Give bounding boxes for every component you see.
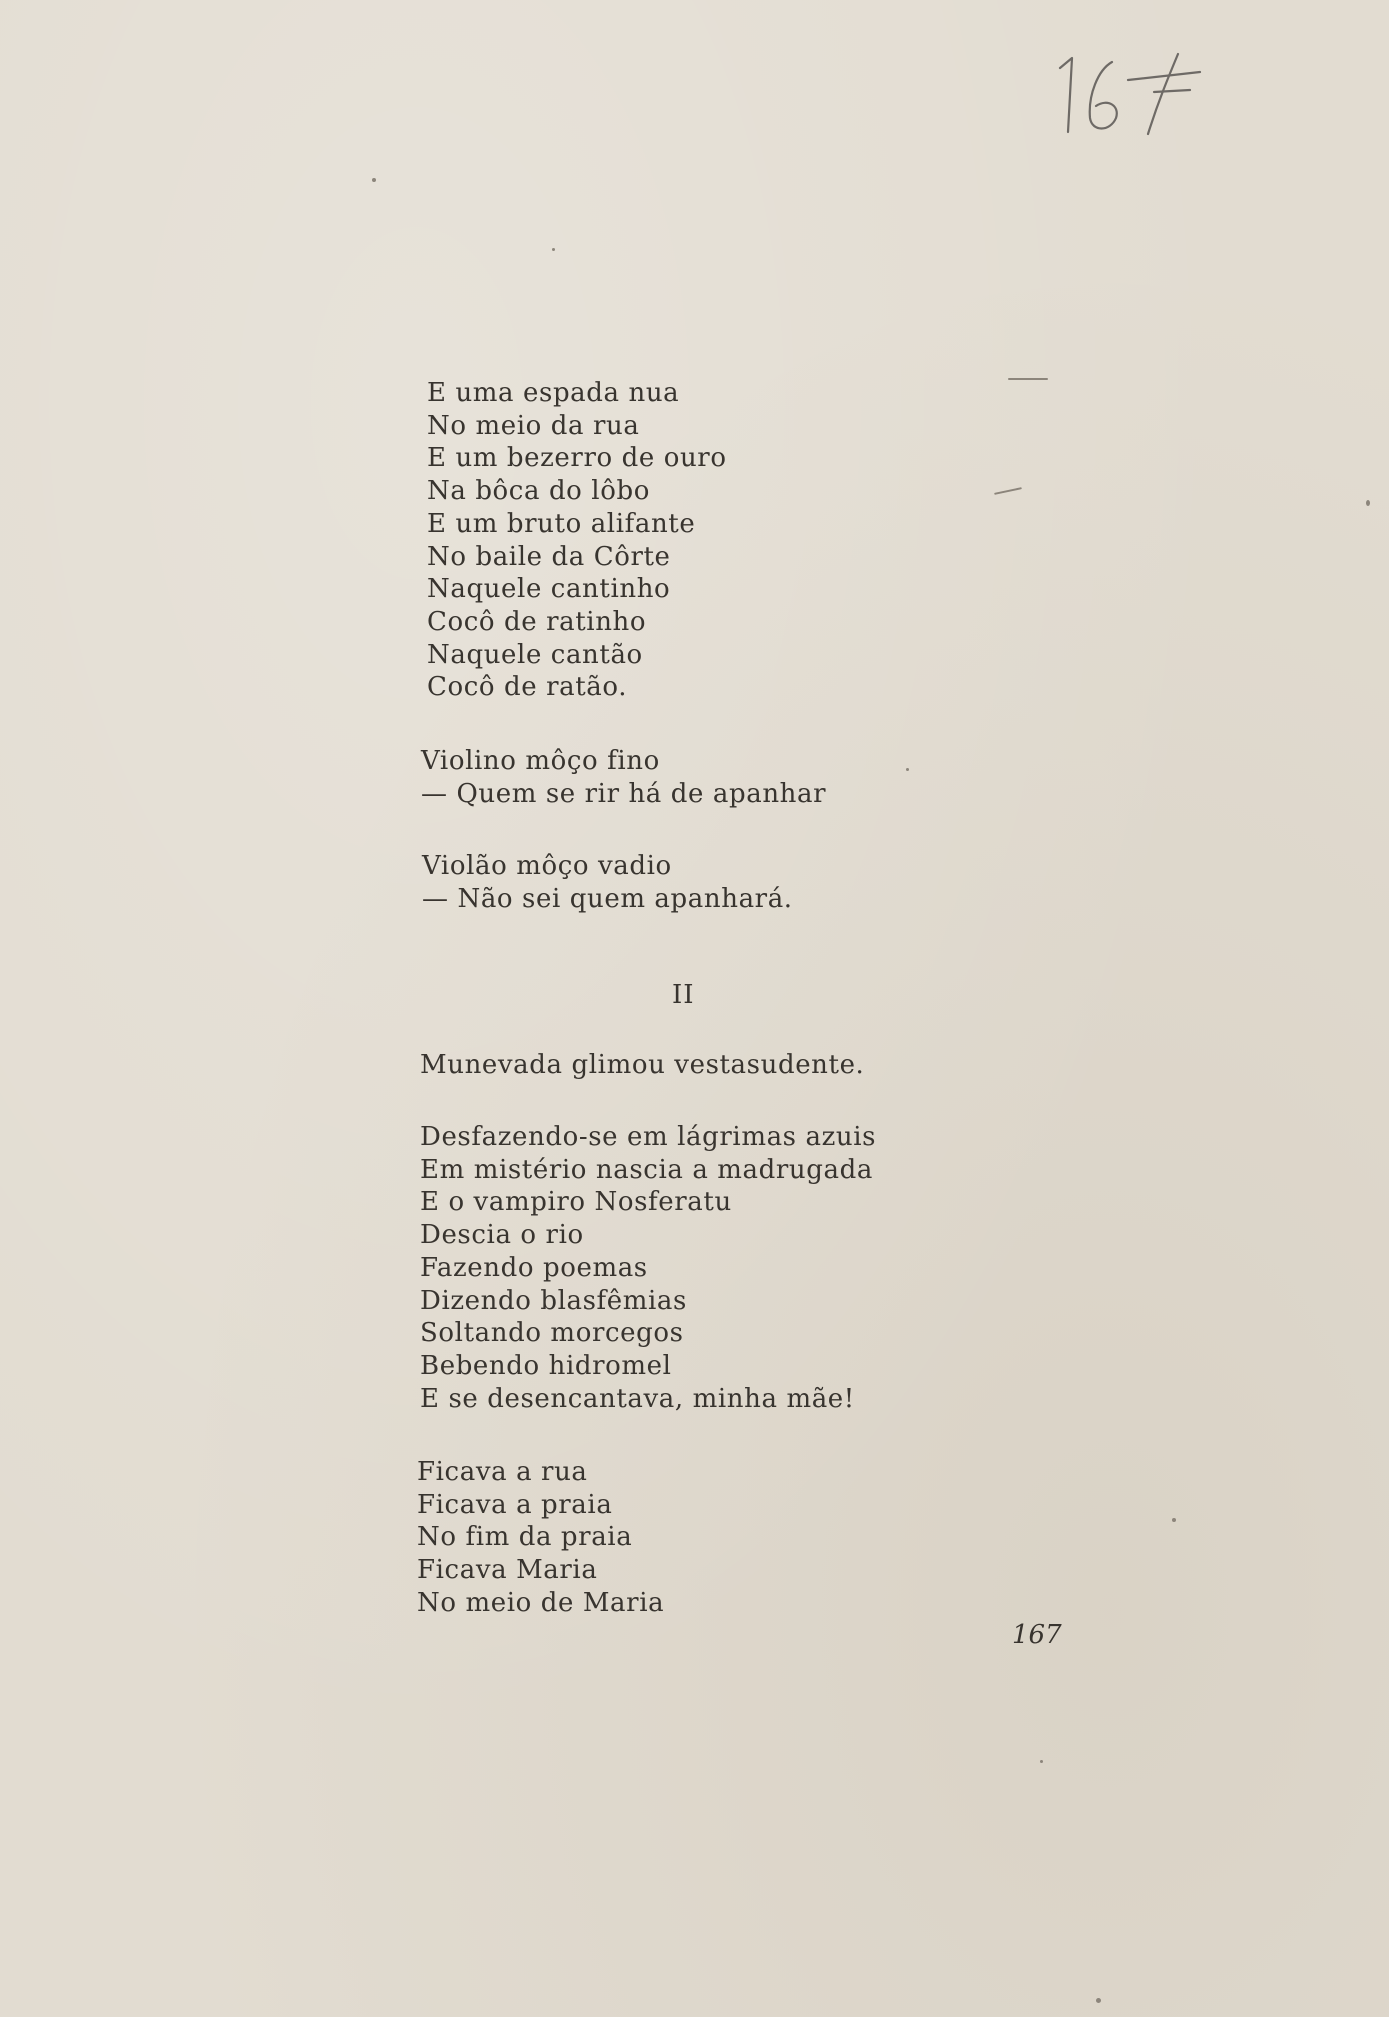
paper-speck bbox=[1096, 1998, 1101, 2003]
paper-speck bbox=[994, 487, 1022, 495]
verse-line: Ficava Maria bbox=[417, 1555, 598, 1586]
verse-line: Naquele cantinho bbox=[427, 574, 671, 605]
verse-line: Cocô de ratinho bbox=[427, 606, 647, 637]
verse-line: Em mistério nascia a madrugada bbox=[420, 1154, 873, 1185]
verse-line: — Quem se rir há de apanhar bbox=[421, 778, 827, 809]
paper-speck bbox=[1008, 378, 1048, 380]
verse-line: — Não sei quem apanhará. bbox=[422, 883, 793, 914]
verse-line: No fim da praia bbox=[417, 1522, 633, 1553]
paper-speck bbox=[372, 178, 376, 182]
verse-line: Fazendo poemas bbox=[420, 1252, 648, 1283]
verse-line: E o vampiro Nosferatu bbox=[420, 1187, 732, 1218]
verse-line: Soltando morcegos bbox=[420, 1318, 684, 1349]
stanza bbox=[420, 1121, 876, 1415]
paper-speck bbox=[906, 768, 909, 771]
stanza bbox=[421, 745, 826, 810]
verse-line: Naquele cantão bbox=[427, 639, 643, 670]
verse-line: Violino môço fino bbox=[421, 746, 660, 776]
paper-speck bbox=[1040, 1760, 1043, 1763]
verse-line: Violão môço vadio bbox=[422, 851, 672, 881]
paper-speck bbox=[552, 248, 555, 251]
verse-line: Cocô de ratão. bbox=[427, 672, 628, 703]
verse-line: No baile da Côrte bbox=[427, 541, 671, 572]
paper-speck bbox=[1366, 500, 1370, 506]
verse-line: Dizendo blasfêmias bbox=[420, 1285, 687, 1316]
stanza bbox=[422, 850, 793, 915]
verse-line: Desfazendo-se em lágrimas azuis bbox=[420, 1122, 877, 1152]
verse-line: No meio de Maria bbox=[417, 1587, 665, 1618]
verse-line: Ficava a rua bbox=[417, 1457, 588, 1487]
paper-speck bbox=[1172, 1518, 1176, 1522]
stanza bbox=[427, 377, 727, 704]
verse-line: E um bruto alifante bbox=[427, 508, 696, 539]
verse-line: No meio da rua bbox=[427, 410, 640, 441]
stanza bbox=[417, 1456, 664, 1620]
handwritten-page-number bbox=[1050, 40, 1210, 150]
verse-line: Bebendo hidromel bbox=[420, 1350, 672, 1381]
stanza bbox=[420, 1049, 864, 1082]
verse-line: Descia o rio bbox=[420, 1220, 584, 1251]
verse-line: E se desencantava, minha mãe! bbox=[420, 1383, 855, 1414]
page-number: 167 bbox=[1012, 1620, 1062, 1650]
verse-line: Munevada glimou vestasudente. bbox=[420, 1050, 865, 1080]
verse-line: Ficava a praia bbox=[417, 1489, 613, 1520]
verse-line: E um bezerro de ouro bbox=[427, 443, 727, 474]
handwritten-number-drawing bbox=[1050, 40, 1210, 150]
verse-line: Na bôca do lôbo bbox=[427, 476, 650, 507]
verse-line: E uma espada nua bbox=[427, 378, 680, 408]
section-heading: II bbox=[672, 980, 695, 1010]
